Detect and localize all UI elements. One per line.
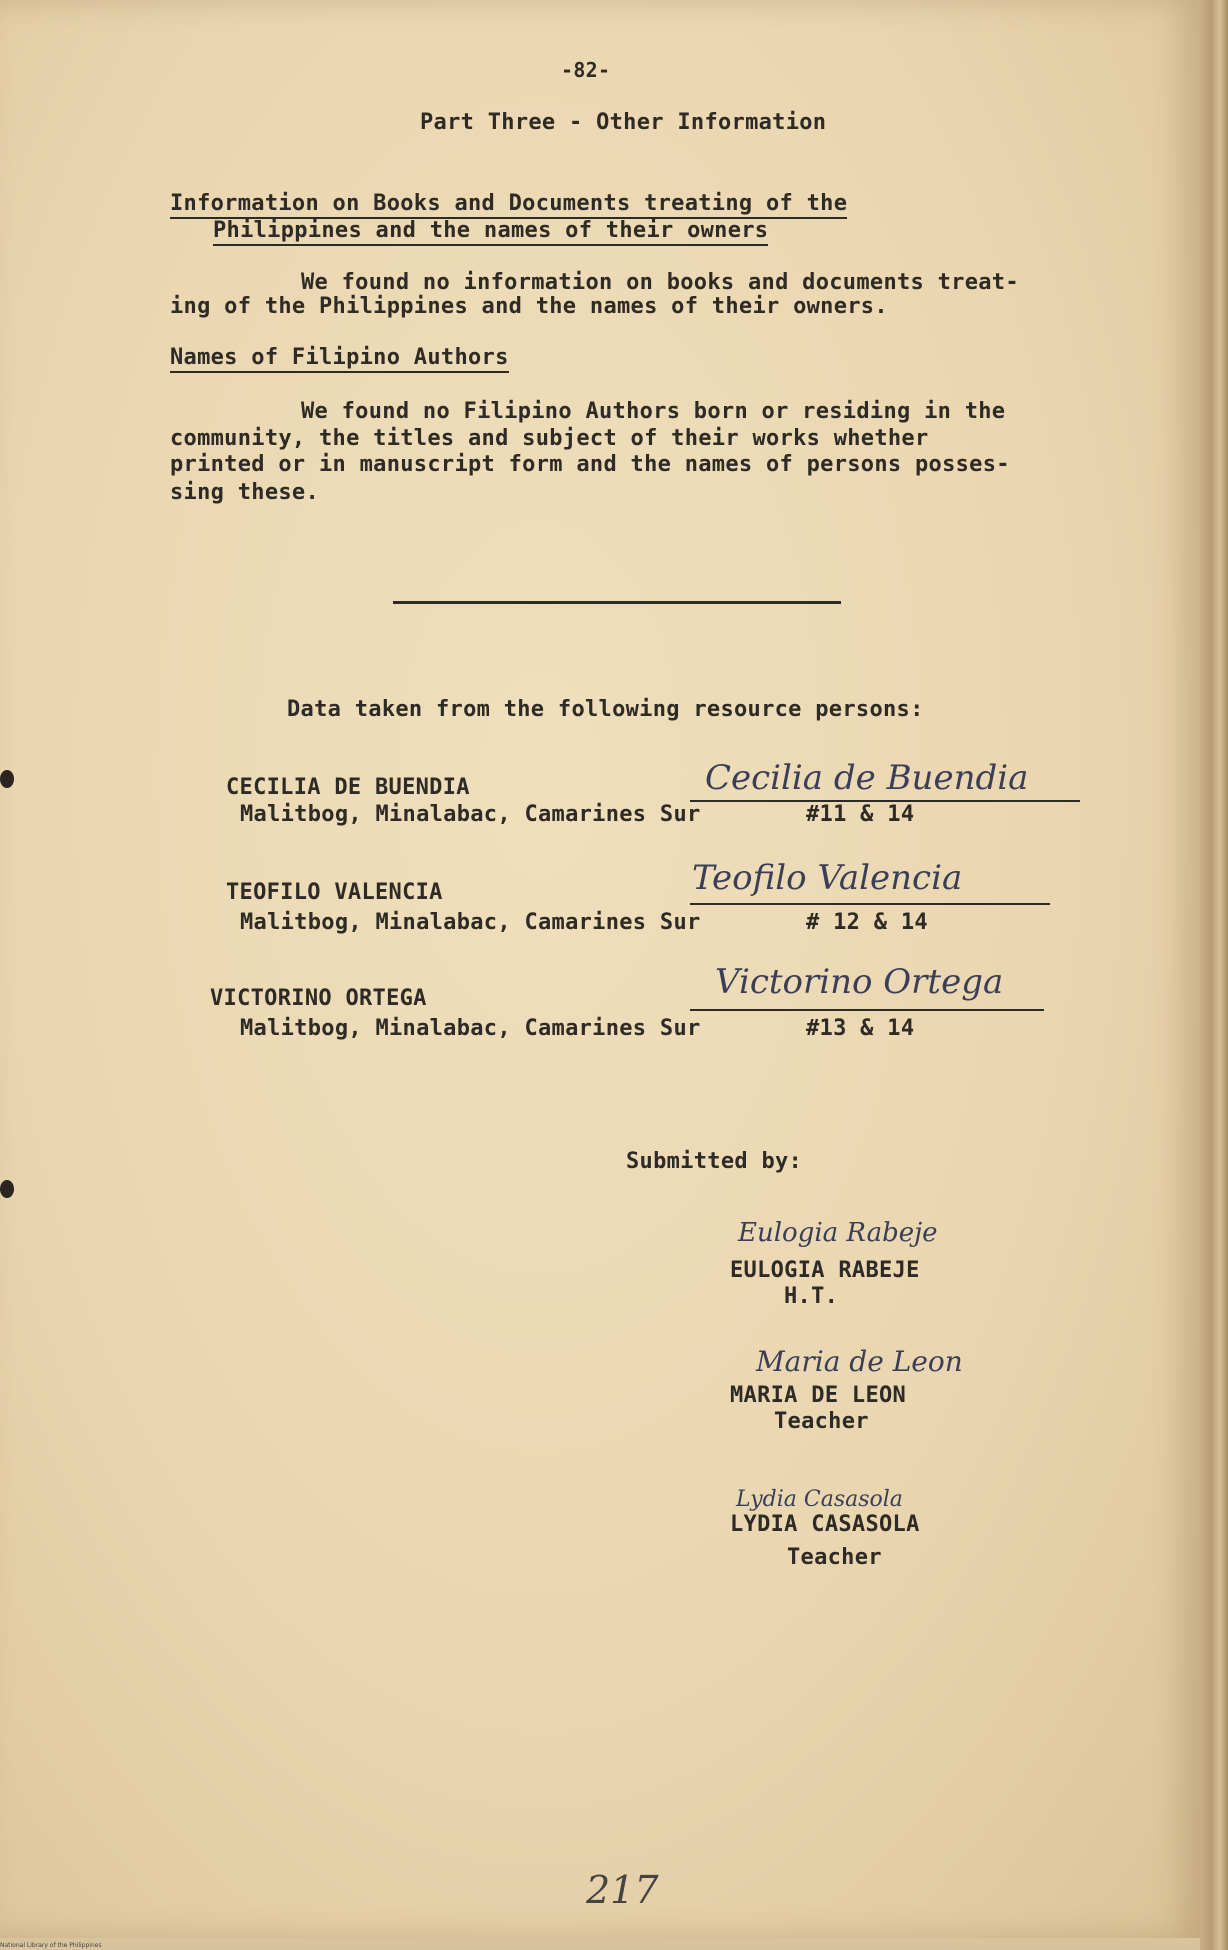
footer-text: National Library of the Philippines [0, 1942, 102, 1949]
submitter-title: H.T. [784, 1284, 839, 1309]
submitter-name: LYDIA CASASOLA [730, 1512, 920, 1537]
resource-address: Malitbog, Minalabac, Camarines Sur [240, 802, 701, 827]
binder-hole [0, 1180, 14, 1198]
page-number: -82- [561, 58, 611, 82]
submitter-name: EULOGIA RABEJE [730, 1258, 920, 1283]
resource-ref: #11 & 14 [806, 802, 915, 827]
signature-line [690, 903, 1050, 905]
book-edge [1200, 0, 1228, 1950]
section1-body-line2: ing of the Philippines and the names of their owners. [170, 294, 888, 319]
submitter-title: Teacher [787, 1545, 882, 1570]
resource-ref: # 12 & 14 [806, 910, 928, 935]
resource-address: Malitbog, Minalabac, Camarines Sur [240, 1016, 701, 1041]
signature: Cecilia de Buendia [705, 758, 1029, 798]
signature: Victorino Ortega [715, 962, 1004, 1002]
submitter-name: MARIA DE LEON [730, 1383, 907, 1408]
submitted-label: Submitted by: [626, 1149, 803, 1174]
submitter-title: Teacher [774, 1409, 869, 1434]
resource-name: CECILIA DE BUENDIA [226, 775, 470, 800]
section2-body-line3: printed or in manuscript form and the names of persons posses- [170, 452, 1010, 477]
binder-hole [0, 770, 14, 788]
section1-heading-line1: Information on Books and Documents treating of the [170, 191, 847, 219]
section2-body-line4: sing these. [170, 480, 319, 505]
folio-number: 217 [586, 1868, 659, 1912]
section2-body-line1: We found no Filipino Authors born or residing in the [301, 399, 1006, 424]
signature-line [690, 1009, 1044, 1011]
resource-intro: Data taken from the following resource persons: [287, 697, 924, 722]
signature: Maria de Leon [756, 1345, 963, 1378]
section1-heading-line2: Philippines and the names of their owners [213, 218, 768, 246]
resource-ref: #13 & 14 [806, 1016, 915, 1041]
resource-name: VICTORINO ORTEGA [210, 986, 427, 1011]
section2-heading: Names of Filipino Authors [170, 345, 509, 373]
separator-rule [393, 601, 841, 604]
signature: Eulogia Rabeje [738, 1218, 938, 1248]
part-title: Part Three - Other Information [420, 110, 827, 135]
section1-body-line1: We found no information on books and documents treat- [301, 270, 1019, 295]
section2-body-line2: community, the titles and subject of their works whether [170, 426, 929, 451]
resource-name: TEOFILO VALENCIA [226, 880, 443, 905]
signature: Teofilo Valencia [692, 858, 963, 898]
resource-address: Malitbog, Minalabac, Camarines Sur [240, 910, 701, 935]
signature: Lydia Casasola [736, 1487, 903, 1512]
